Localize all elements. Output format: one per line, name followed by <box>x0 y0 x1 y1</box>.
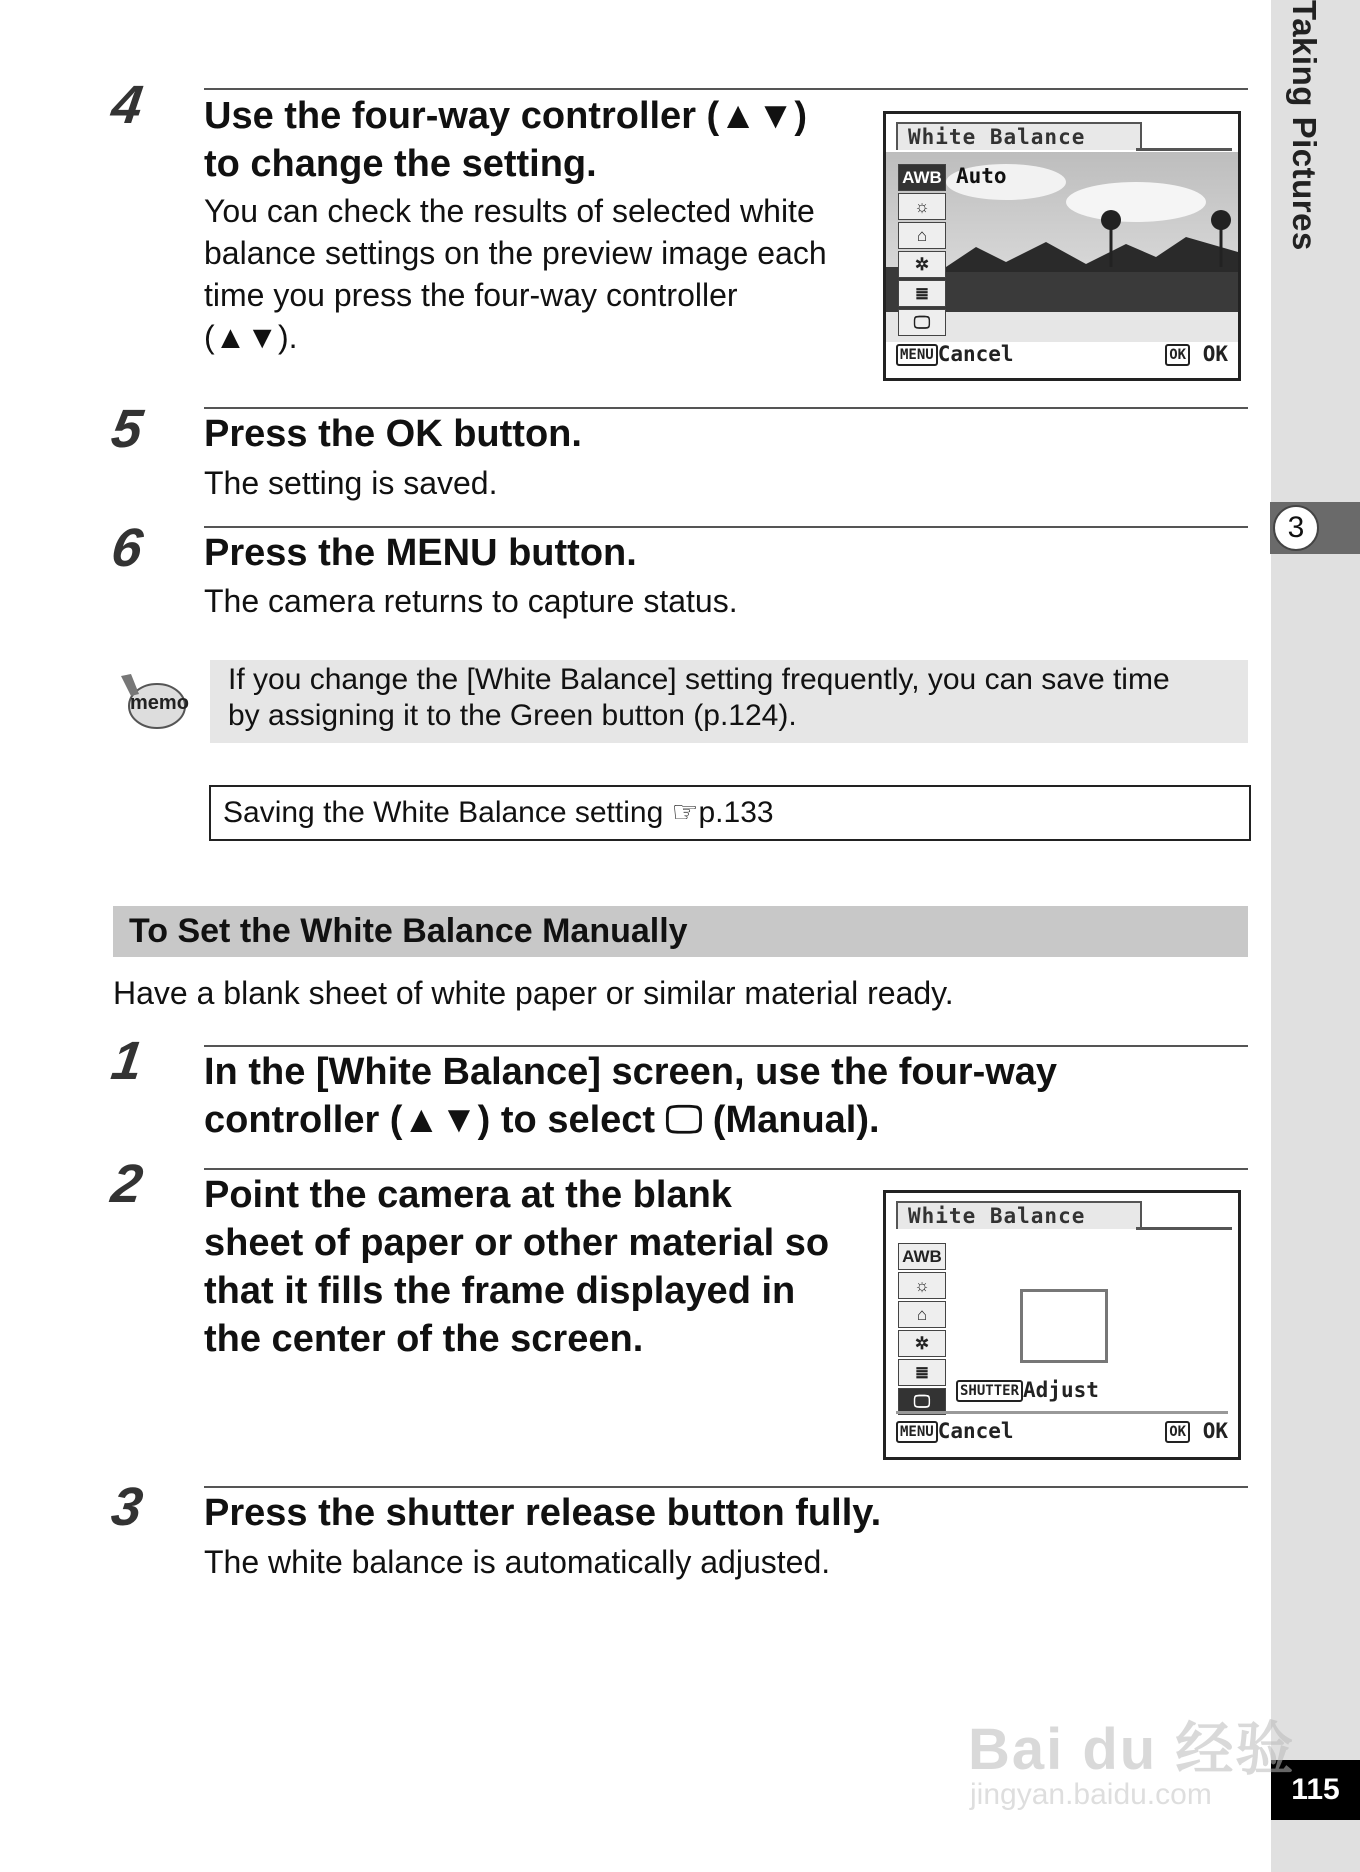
step-heading: Use the four-way controller (▲▼) to change the setting. <box>204 95 808 185</box>
section-title: To Set the White Balance Manually <box>129 912 688 950</box>
step-number: 2 <box>107 1154 147 1214</box>
screen-title: White Balance <box>896 122 1142 150</box>
step-number: 3 <box>107 1477 147 1537</box>
screen-title: White Balance <box>896 1201 1142 1229</box>
step-heading: In the [White Balance] screen, use the four-way controller (▲▼) to select 🖵 (Manual). <box>204 1051 1058 1141</box>
title-line <box>1136 148 1232 151</box>
step-body: The setting is saved. <box>204 465 498 501</box>
fluorescent-icon[interactable]: ≣ <box>898 1359 946 1386</box>
awb-icon[interactable]: AWB <box>898 1243 946 1270</box>
step-heading: Press the shutter release button fully. <box>204 1492 882 1534</box>
watermark-brand: Bai du 经验 <box>968 1717 1296 1782</box>
daylight-icon[interactable]: ☼ <box>898 193 946 220</box>
memo-icon: memo <box>117 670 187 730</box>
step-heading: Press the OK button. <box>204 413 582 455</box>
ok-label[interactable]: OK <box>1202 1419 1228 1443</box>
adjust-label: Adjust <box>1023 1378 1099 1402</box>
tungsten-icon[interactable]: ✲ <box>898 251 946 278</box>
baidu-watermark <box>968 1680 1296 1820</box>
page-number: 115 <box>1271 1760 1360 1820</box>
section-heading-bar <box>113 906 1248 957</box>
step-divider <box>204 1045 1248 1047</box>
wb-icon-column <box>898 164 946 338</box>
step-divider <box>204 1486 1248 1488</box>
fluorescent-icon[interactable]: ≣ <box>898 280 946 307</box>
step-divider <box>204 88 1248 90</box>
memo-note <box>210 660 1248 743</box>
cancel-label[interactable]: Cancel <box>937 342 1014 366</box>
white-balance-screen-manual <box>883 1190 1241 1460</box>
chapter-number: 3 <box>1273 505 1319 551</box>
chapter-title: Taking Pictures <box>1286 0 1323 251</box>
step-divider <box>204 1168 1248 1170</box>
step-body: The camera returns to capture status. <box>204 583 738 619</box>
cancel-label[interactable]: Cancel <box>937 1419 1014 1443</box>
step-divider <box>204 526 1248 528</box>
ok-label[interactable]: OK <box>1202 342 1228 366</box>
footer-divider <box>896 1411 1228 1414</box>
title-line <box>1136 1227 1232 1230</box>
tungsten-icon[interactable]: ✲ <box>898 1330 946 1357</box>
manual-icon[interactable]: 🖵 <box>898 309 946 336</box>
screen-footer <box>896 1419 1228 1449</box>
shade-icon[interactable]: ⌂ <box>898 222 946 249</box>
ok-key-icon: OK <box>1165 1421 1190 1443</box>
step-number: 6 <box>107 518 147 578</box>
memo-line: If you change the [White Balance] setting frequently, you can save time <box>228 663 1170 696</box>
ok-key-icon: OK <box>1165 344 1190 366</box>
step-body: The white balance is automatically adjusted. <box>204 1544 831 1580</box>
step-heading: Point the camera at the blank sheet of paper or other material so that it fills the frame displayed in the center of the screen. <box>204 1174 830 1360</box>
adjust-hint <box>956 1378 1099 1402</box>
screen-footer <box>896 342 1228 372</box>
metering-frame <box>1020 1289 1108 1363</box>
step-number: 5 <box>107 399 147 459</box>
daylight-icon[interactable]: ☼ <box>898 1272 946 1299</box>
section-intro: Have a blank sheet of white paper or similar material ready. <box>113 975 954 1011</box>
selected-mode-label: Auto <box>956 164 1007 188</box>
menu-key-icon: MENU <box>896 1421 938 1443</box>
step-number: 1 <box>107 1031 147 1091</box>
step-heading: Press the MENU button. <box>204 532 637 574</box>
manual-icon[interactable]: 🖵 <box>898 1388 946 1415</box>
step-number: 4 <box>107 75 147 135</box>
shutter-key-icon: SHUTTER <box>956 1380 1023 1402</box>
awb-icon[interactable]: AWB <box>898 164 946 191</box>
white-balance-screen-preview <box>883 111 1241 381</box>
menu-key-icon: MENU <box>896 344 938 366</box>
shade-icon[interactable]: ⌂ <box>898 1301 946 1328</box>
wb-icon-column <box>898 1243 946 1417</box>
reference-box <box>209 785 1251 841</box>
memo-line: by assigning it to the Green button (p.124). <box>228 699 797 732</box>
step-body: You can check the results of selected white balance settings on the preview image each time you press the four-way controller (▲▼). <box>204 193 827 355</box>
watermark-url: jingyan.baidu.com <box>970 1778 1212 1811</box>
step-divider <box>204 407 1248 409</box>
reference-link[interactable]: Saving the White Balance setting ☞p.133 <box>223 796 774 829</box>
